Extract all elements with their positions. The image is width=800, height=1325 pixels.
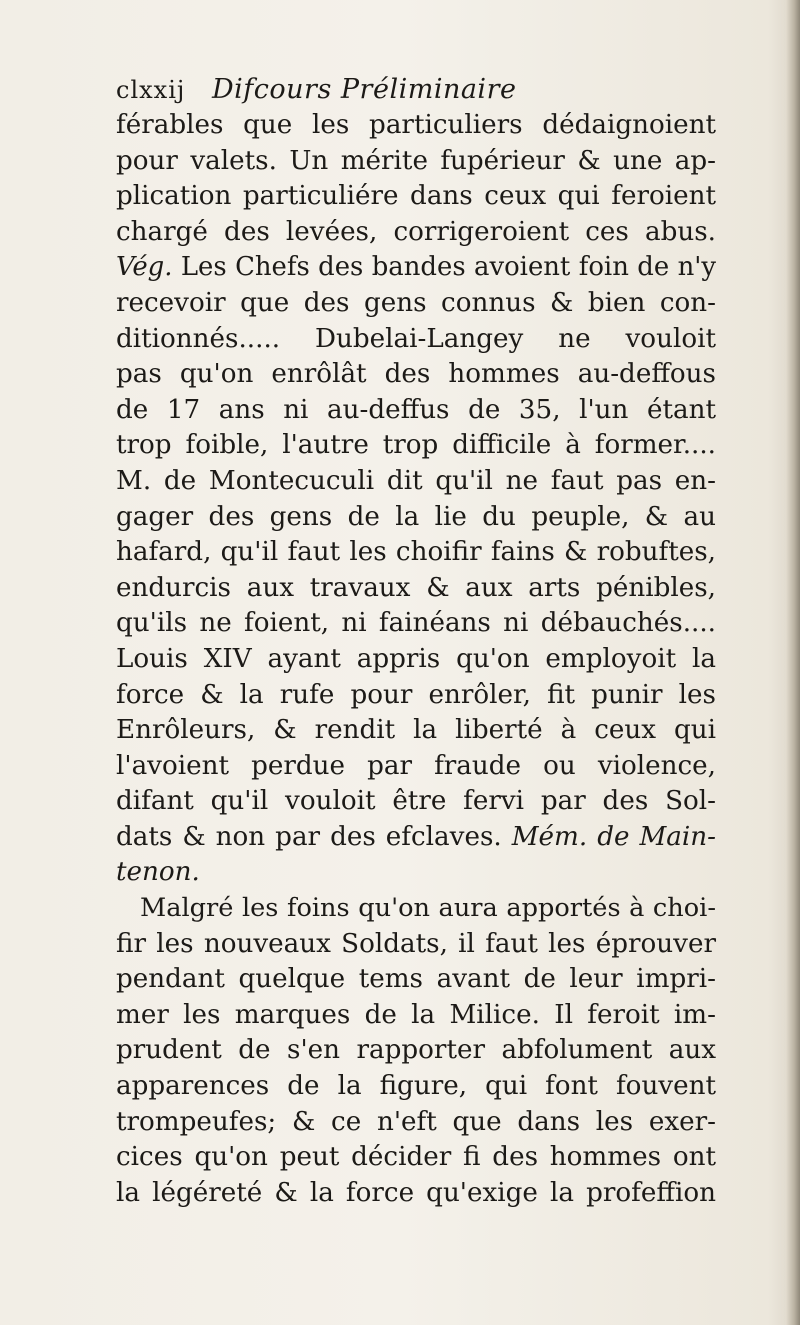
text-line: endurcis aux travaux & aux arts pénibles,	[116, 572, 716, 603]
text-line: force & la rufe pour enrôler, fit punir les	[116, 679, 716, 710]
text-line: Enrôleurs, & rendit la liberté à ceux qui	[116, 715, 716, 746]
text-line: chargé des levées, corrigeroient ces abus.	[116, 216, 716, 247]
text-line: Louis XIV ayant appris qu'on employoit la	[116, 643, 716, 674]
text-line: pas qu'on enrôlât des hommes au-deffous	[116, 359, 716, 390]
text-line: gager des gens de la lie du peuple, & au	[116, 501, 716, 532]
text-line: M. de Montecuculi dit qu'il ne faut pas en-	[116, 465, 716, 496]
text-line: apparences de la figure, qui font fouvent	[116, 1071, 716, 1102]
page-number: clxxij	[116, 76, 186, 104]
text-line: trop foible, l'autre trop difficile à former....	[116, 430, 716, 461]
text-line: férables que les particuliers dédaignoient	[116, 110, 716, 140]
running-head	[116, 70, 716, 110]
text-line: tenon.	[116, 857, 200, 888]
text-line: qu'ils ne foient, ni fainéans ni débauchés....	[116, 608, 716, 639]
text-line: pendant quelque tems avant de leur impri-	[116, 964, 716, 995]
body-text	[116, 108, 716, 1211]
text-line: hafard, qu'il faut les choifir fains & robuftes,	[116, 537, 716, 568]
text-line: mer les marques de la Milice. Il feroit im-	[116, 999, 716, 1030]
text-line: de 17 ans ni au-deffus de 35, l'un étant	[116, 394, 716, 425]
text-line: ditionnés..... Dubelai-Langey ne vouloit	[116, 323, 716, 354]
text-line: cices qu'on peut décider fi des hommes ont	[116, 1142, 716, 1173]
text-line: Vég. Les Chefs des bandes avoient foin de n'y	[116, 252, 716, 283]
text-line: recevoir que des gens connus & bien con-	[116, 287, 716, 318]
text-line: la légéreté & la force qu'exige la profeffion	[116, 1177, 716, 1208]
text-line: plication particuliére dans ceux qui feroient	[116, 181, 716, 212]
text-line: l'avoient perdue par fraude ou violence,	[116, 750, 716, 781]
text-line: Malgré les foins qu'on aura apportés à choi-	[140, 893, 716, 924]
text-line: prudent de s'en rapporter abfolument aux	[116, 1035, 716, 1066]
running-title: Difcours Préliminaire	[212, 74, 517, 105]
text-line: difant qu'il vouloit être fervi par des Sol-	[116, 786, 716, 817]
page-edge-shadow	[786, 0, 800, 1325]
text-line: fir les nouveaux Soldats, il faut les éprouver	[116, 928, 716, 959]
text-line: dats & non par des efclaves. Mém. de Main-	[116, 821, 716, 852]
text-line: trompeufes; & ce n'eft que dans les exer-	[116, 1106, 716, 1137]
text-line: pour valets. Un mérite fupérieur & une ap-	[116, 145, 716, 176]
